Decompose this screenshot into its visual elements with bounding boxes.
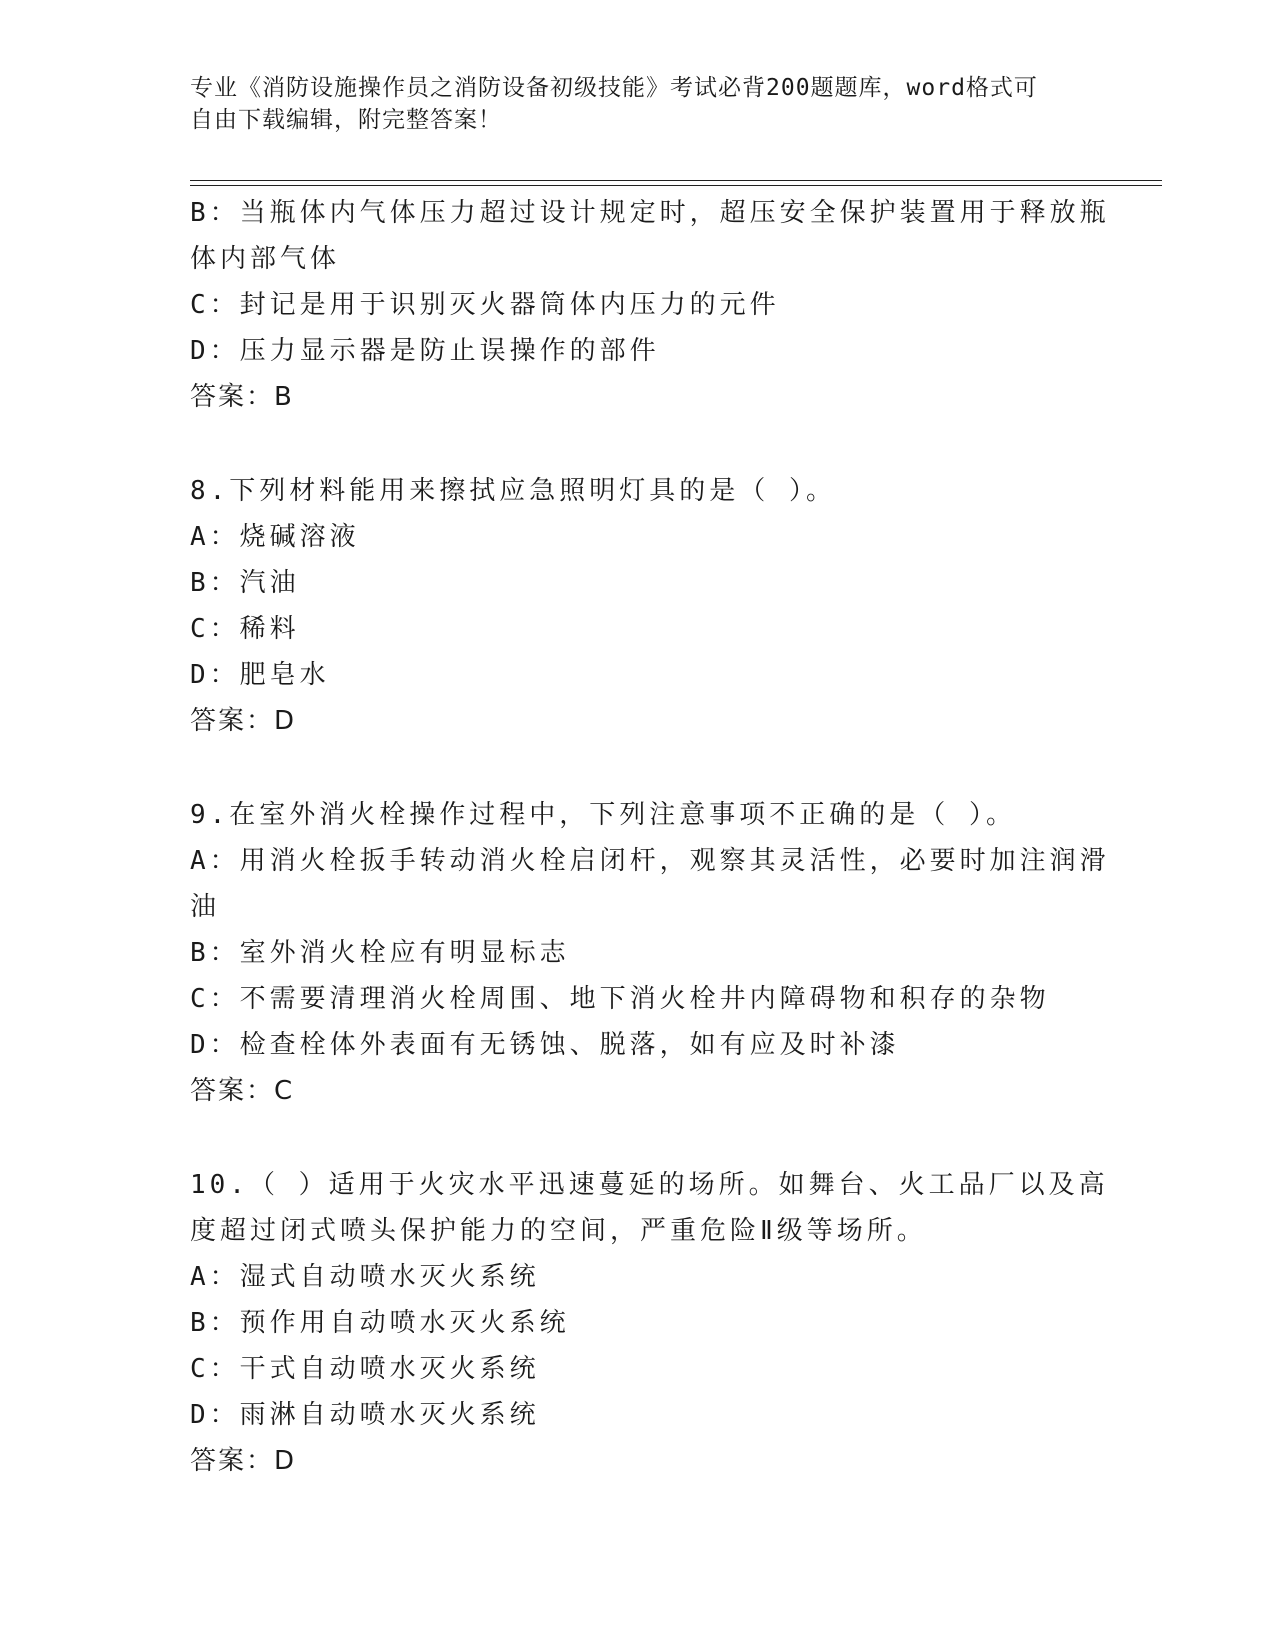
option-c: C：稀料 (190, 614, 300, 644)
option-a: A：用消火栓扳手转动消火栓启闭杆，观察其灵活性，必要时加注润滑 (190, 846, 1110, 876)
spacer (190, 744, 1090, 792)
header-divider-top (190, 180, 1162, 181)
answer-label: 答案：C (190, 1076, 295, 1106)
option-b: B：室外消火栓应有明显标志 (190, 938, 570, 968)
spacer (190, 420, 1090, 468)
option-a: A：湿式自动喷水灭火系统 (190, 1262, 540, 1292)
option-a-continued: 油 (190, 892, 221, 922)
answer-label: 答案：D (190, 706, 297, 736)
header-line-2: 自由下载编辑，附完整答案！ (190, 107, 502, 133)
answer-label: 答案：B (190, 382, 294, 412)
option-b: B：预作用自动喷水灭火系统 (190, 1308, 570, 1338)
question-10 (190, 1162, 1109, 1484)
option-c: C：不需要清理消火栓周围、地下消火栓井内障碍物和积存的杂物 (190, 984, 1050, 1014)
option-b: B：汽油 (190, 568, 300, 598)
option-c: C：干式自动喷水灭火系统 (190, 1354, 540, 1384)
document-header (190, 72, 1090, 136)
question-stem-continued: 度超过闭式喷头保护能力的空间，严重危险Ⅱ级等场所。 (190, 1216, 927, 1246)
question-9 (190, 792, 1110, 1114)
option-d: D：雨淋自动喷水灭火系统 (190, 1400, 540, 1430)
option-a: A：烧碱溶液 (190, 522, 360, 552)
option-d: D：压力显示器是防止误操作的部件 (190, 336, 660, 366)
question-content (190, 190, 1110, 1484)
option-c: C：封记是用于识别灭火器筒体内压力的元件 (190, 290, 780, 320)
question-stem: 10.（ ）适用于火灾水平迅速蔓延的场所。如舞台、火工品厂以及高 (190, 1170, 1109, 1200)
answer-label: 答案：D (190, 1446, 297, 1476)
spacer (190, 1114, 1090, 1162)
question-stem: 8.下列材料能用来擦拭应急照明灯具的是（ ）。 (190, 476, 836, 506)
option-b: B：当瓶体内气体压力超过设计规定时，超压安全保护装置用于释放瓶 (190, 198, 1110, 228)
header-line-1: 专业《消防设施操作员之消防设备初级技能》考试必背200题题库，word格式可 (190, 75, 1038, 101)
option-d: D：检查栓体外表面有无锈蚀、脱落，如有应及时补漆 (190, 1030, 900, 1060)
question-stem: 9.在室外消火栓操作过程中，下列注意事项不正确的是（ ）。 (190, 800, 1016, 830)
header-divider-bottom (190, 185, 1162, 186)
option-b-continued: 体内部气体 (190, 244, 341, 274)
option-d: D：肥皂水 (190, 660, 330, 690)
question-7-continuation (190, 190, 1110, 420)
question-8 (190, 468, 1090, 744)
